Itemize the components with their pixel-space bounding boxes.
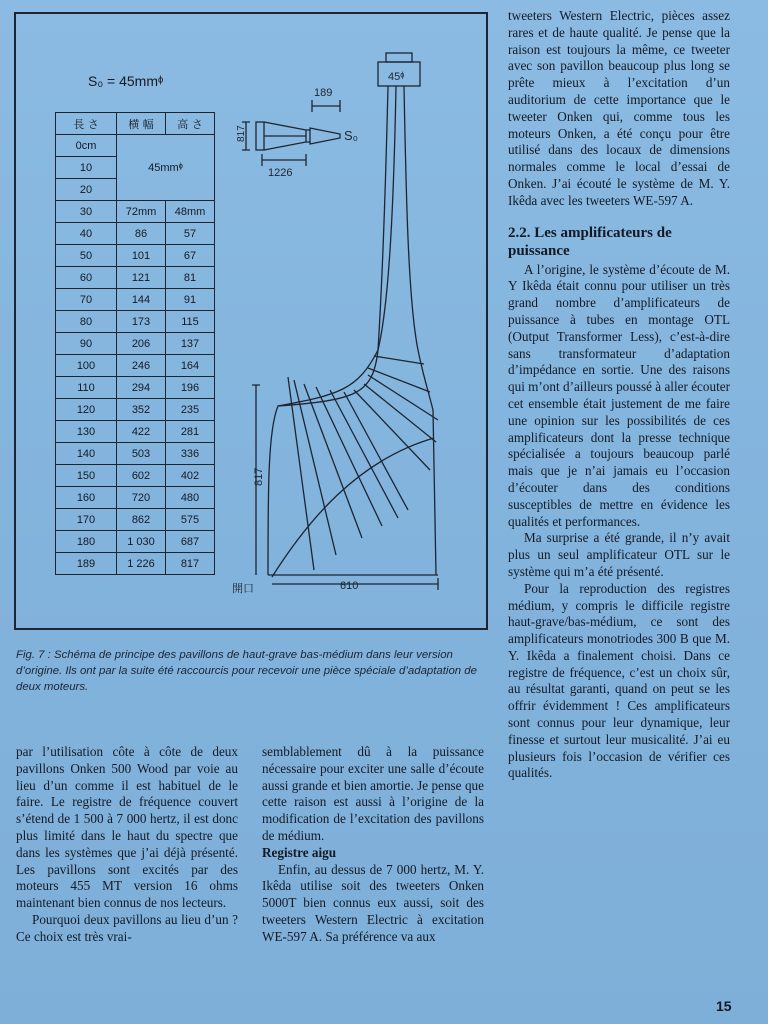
table-cell-length: 0cm [56,135,117,157]
table-cell-length: 130 [56,421,117,443]
section-line [330,390,398,518]
table-cell-width: 422 [117,421,166,443]
paragraph: Pour la reproduction des registres médium, y compris le difficile registre haut-grave/bas-médium, ce sont des amplificateurs monotriodes 300 B que M. Y. Ikêda a finalement choisi. Dans ce registre de fréquence, c’est un choix sûr, au résultat garanti, quand on peut se les offrir évidemment ! Ces amplificateurs sont connus pour leur dynamique, leur finesse et surtout leur musicalité. J’ai eu plusieurs fois l’occasion de vérifier ces qualités. [508,580,730,781]
mouth-label: 開口 [232,583,254,595]
table-row [56,465,215,487]
table-cell-height: 402 [166,465,215,487]
table-cell-height: 137 [166,333,215,355]
table-cell-height: 91 [166,289,215,311]
paragraph: Enfin, au dessus de 7 000 hertz, M. Y. Ikêda utilise soit des tweeters Onken 5000T bien connus eux aussi, soit des tweeters Western Electric à excitation WE-597 A. Sa préférence va aux [262,861,484,944]
table-row [56,553,215,575]
table-cell-width: 206 [117,333,166,355]
header-length: 長 さ [56,113,117,135]
table-cell-height: 817 [166,553,215,575]
dim-610: 610 [340,580,359,592]
table-cell-width: 720 [117,487,166,509]
table-cell-length: 80 [56,311,117,333]
table-cell-length: 100 [56,355,117,377]
table-row [56,245,215,267]
table-cell-height: 48mm [166,201,215,223]
small-horn-mouth [256,122,264,150]
table-cell-width: 352 [117,399,166,421]
mouth-curve [272,438,434,577]
table-row [56,509,215,531]
table-row [56,311,215,333]
table-cell-length: 110 [56,377,117,399]
throat-size-label: S₀ = 45mmᶲ [88,73,164,89]
table-cell-height: 687 [166,531,215,553]
table-row [56,223,215,245]
table-cell-height: 81 [166,267,215,289]
throat-cap [386,53,412,62]
table-row [56,267,215,289]
dim-line-189 [312,100,340,112]
table-cell-width: 72mm [117,201,166,223]
table-row [56,377,215,399]
horn-drawing [228,50,486,620]
table-row [56,355,215,377]
table-row [56,487,215,509]
horn-inner-curve [278,350,378,406]
table-cell-height: 196 [166,377,215,399]
paragraph: semblablement dû à la puissance nécessaire pour exciter une salle d’écoute aussi grande et bien amortie. Je pense que cette raison est aussi à l’origine de la modification de l’excitation des pavillons de médium. [262,744,484,843]
header-width: 横 幅 [117,113,166,135]
table-row [56,421,215,443]
table-cell-width: 121 [117,267,166,289]
table-cell-length: 10 [56,157,117,179]
table-cell-height: 235 [166,399,215,421]
horn-right-wall [404,86,436,575]
table-cell-width: 1 030 [117,531,166,553]
table-cell-width: 294 [117,377,166,399]
table-cell-length: 189 [56,553,117,575]
section-line [364,384,436,442]
table-cell-width: 503 [117,443,166,465]
table-row [56,531,215,553]
horn-dimension-table [55,112,215,575]
table-cell-height: 281 [166,421,215,443]
dim-817-small: 817 [236,125,247,142]
page-number: 15 [716,998,732,1014]
section-line [304,384,362,538]
header-height: 高 さ [166,113,215,135]
small-horn-throat [306,128,340,144]
table-cell-length: 30 [56,201,117,223]
table-cell-length: 40 [56,223,117,245]
table-cell-width: 1 226 [117,553,166,575]
paragraph: par l’utilisation côte à côte de deux pavillons Onken 500 Wood par voie au lieu d’un comme il est habituel de le faire. Le registre de fréquence couvert s’étend de 1 500 à 7 000 hertz, il est donc plus limité dans le haut du spectre que dans les systèmes que j’ai déjà présenté. Les pavillons sont excités par des moteurs 455 MT version 16 ohms maintenant bien connus de nos lecteurs. [16,744,238,911]
table-cell-height: 480 [166,487,215,509]
table-cell-length: 150 [56,465,117,487]
table-row [56,201,215,223]
text-column-3 [508,8,730,782]
paragraph: Ma surprise a été grande, il n’y avait plus un seul amplificateur OTL sur le système qui m’a été présenté. [508,530,730,579]
table-cell-width: 144 [117,289,166,311]
table-cell-length: 140 [56,443,117,465]
table-cell-width: 862 [117,509,166,531]
section-line [368,368,430,392]
table-cell-height: 57 [166,223,215,245]
section-heading: 2.2. Les amplificateurs de puissance [508,224,672,259]
table-cell-width: 246 [117,355,166,377]
section-line [374,356,424,364]
section-line [344,392,408,510]
table-cell-length: 160 [56,487,117,509]
table-cell-length: 70 [56,289,117,311]
table-cell-throat: 45mmᶲ [117,135,215,201]
dim-817: 817 [253,467,265,486]
section-line [288,377,314,570]
figure-caption: Fig. 7 : Schéma de principe des pavillons de haut-grave bas-médium dans leur version d’origine. Ils ont par la suite été raccourcis pour recevoir une pièce spéciale d’adaptation de deux moteurs. [16,649,477,693]
table-cell-height: 164 [166,355,215,377]
paragraph: Pourquoi deux pavillons au lieu d’un ? Ce choix est très vrai- [16,911,238,944]
dim-1226: 1226 [268,167,293,179]
s0-small: S₀ [344,128,359,143]
table-cell-length: 50 [56,245,117,267]
table-cell-length: 20 [56,179,117,201]
table-cell-height: 336 [166,443,215,465]
table-cell-length: 180 [56,531,117,553]
table-cell-height: 67 [166,245,215,267]
table-row [56,443,215,465]
table-cell-length: 170 [56,509,117,531]
dim-189: 189 [314,87,333,99]
table-cell-length: 60 [56,267,117,289]
table-cell-width: 173 [117,311,166,333]
paragraph: A l’origine, le système d’écoute de M. Y Ikêda était connu pour utiliser un très grand nombre d’amplificateurs de puissance à tubes en montage OTL (Output Transformer Less), c’est-à-dire sans transformateur d’adaptation d’impédance en sortie. Une des raisons qui m’ont d’ailleurs poussé à aller écouter cet ensemble était justement de me faire une opinion sur les possibilités de ces amplificateurs dont la presse technique spécialisée a toujours beaucoup parlé mais que je n’ai jamais eu l’occasion d’écouter dans des conditions susceptibles de mettre en évidence les qualités et performances. [508,261,730,529]
table-cell-width: 86 [117,223,166,245]
table-row [56,399,215,421]
text-column-2 [262,744,484,946]
table-cell-length: 120 [56,399,117,421]
table-cell-height: 575 [166,509,215,531]
table-row [56,289,215,311]
table-row [56,333,215,355]
subheading: Registre aigu [262,844,337,860]
table-cell-width: 602 [117,465,166,487]
table-cell-length: 90 [56,333,117,355]
table-cell-width: 101 [117,245,166,267]
text-column-1 [16,744,238,946]
table-cell-height: 115 [166,311,215,333]
dim-line-1226 [262,154,306,166]
paragraph: tweeters Western Electric, pièces assez rares et de haute qualité. Je pense que la raison est toujours la même, ce tweeter avec son pavillon beaucoup plus long se prête mieux à l’excitation d’un auditorium de cette importance que le tweeter Onken qui, comme tous les moteurs Onken, a été conçu pour être utilisé dans des locaux de dimensions normales comme le local d’essai de Onken. J’ai écouté le système de M. Y. Ikêda avec les tweeters WE-597 A. [508,8,730,208]
throat-label: 45ᶲ [388,71,405,83]
